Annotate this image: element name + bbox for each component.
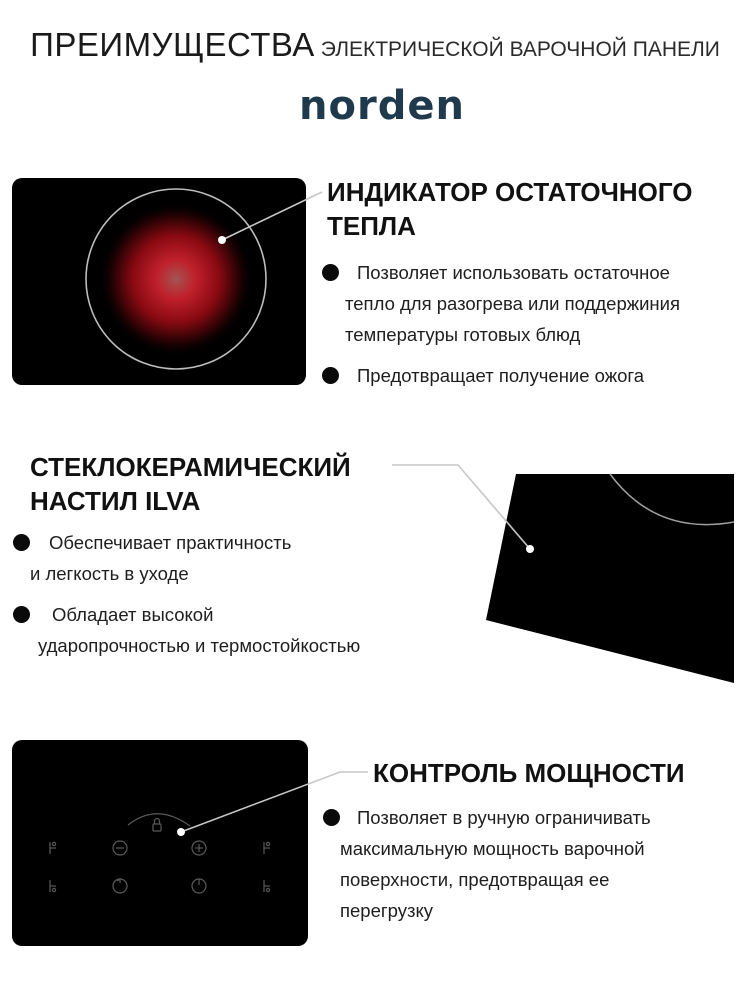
zone-select-icon — [50, 842, 56, 854]
bullet-dot — [323, 809, 340, 826]
minus-icon — [113, 841, 127, 855]
feature-heading: КОНТРОЛЬ МОЩНОСТИ — [373, 758, 685, 788]
feature-bullet: Позволяет использовать остаточное тепло для разогрева или поддержиния температуры готовых блюд — [345, 262, 681, 345]
lock-icon — [153, 819, 161, 832]
zone-select-icon — [264, 842, 270, 854]
bullet-dot — [13, 606, 30, 623]
control-panel-illustration — [12, 740, 308, 946]
feature-heading: ИНДИКАТОР ОСТАТОЧНОГО ТЕПЛА — [327, 177, 693, 241]
zone-select-icon — [264, 880, 270, 892]
timer-icon — [113, 879, 127, 893]
hot-burner-illustration — [12, 178, 306, 385]
logo-text: norden — [299, 86, 465, 126]
zone-select-icon — [50, 880, 56, 892]
page-header — [0, 26, 750, 64]
norden-logo — [265, 86, 500, 126]
header-title-sub: ЭЛЕКТРИЧЕСКОЙ ВАРОЧНОЙ ПАНЕЛИ — [320, 38, 720, 61]
feature-heading: СТЕКЛОКЕРАМИЧЕСКИЙ НАСТИЛ ILVA — [30, 452, 351, 516]
power-icon — [192, 879, 206, 893]
bullet-dot — [322, 367, 339, 384]
plus-icon — [192, 841, 206, 855]
glass-surface — [486, 474, 734, 683]
feature-bullet: Обладает высокой ударопрочностью и термостойкостью — [38, 604, 361, 656]
feature-bullet: Обеспечивает практичность и легкость в уходе — [30, 532, 292, 584]
feature-bullet: Предотвращает получение ожога — [357, 365, 645, 386]
glass-ceramic-image — [486, 470, 738, 685]
bullet-dot — [13, 534, 30, 551]
power-control-image — [12, 740, 308, 946]
residual-heat-image — [12, 178, 306, 385]
bullet-dot — [322, 264, 339, 281]
header-title-main: ПРЕИМУЩЕСТВА — [30, 26, 315, 63]
feature-bullet: Позволяет в ручную ограничивать максимальную мощность варочной поверхности, предотвращая ее перегрузку — [340, 807, 651, 921]
heat-glow — [98, 201, 254, 357]
